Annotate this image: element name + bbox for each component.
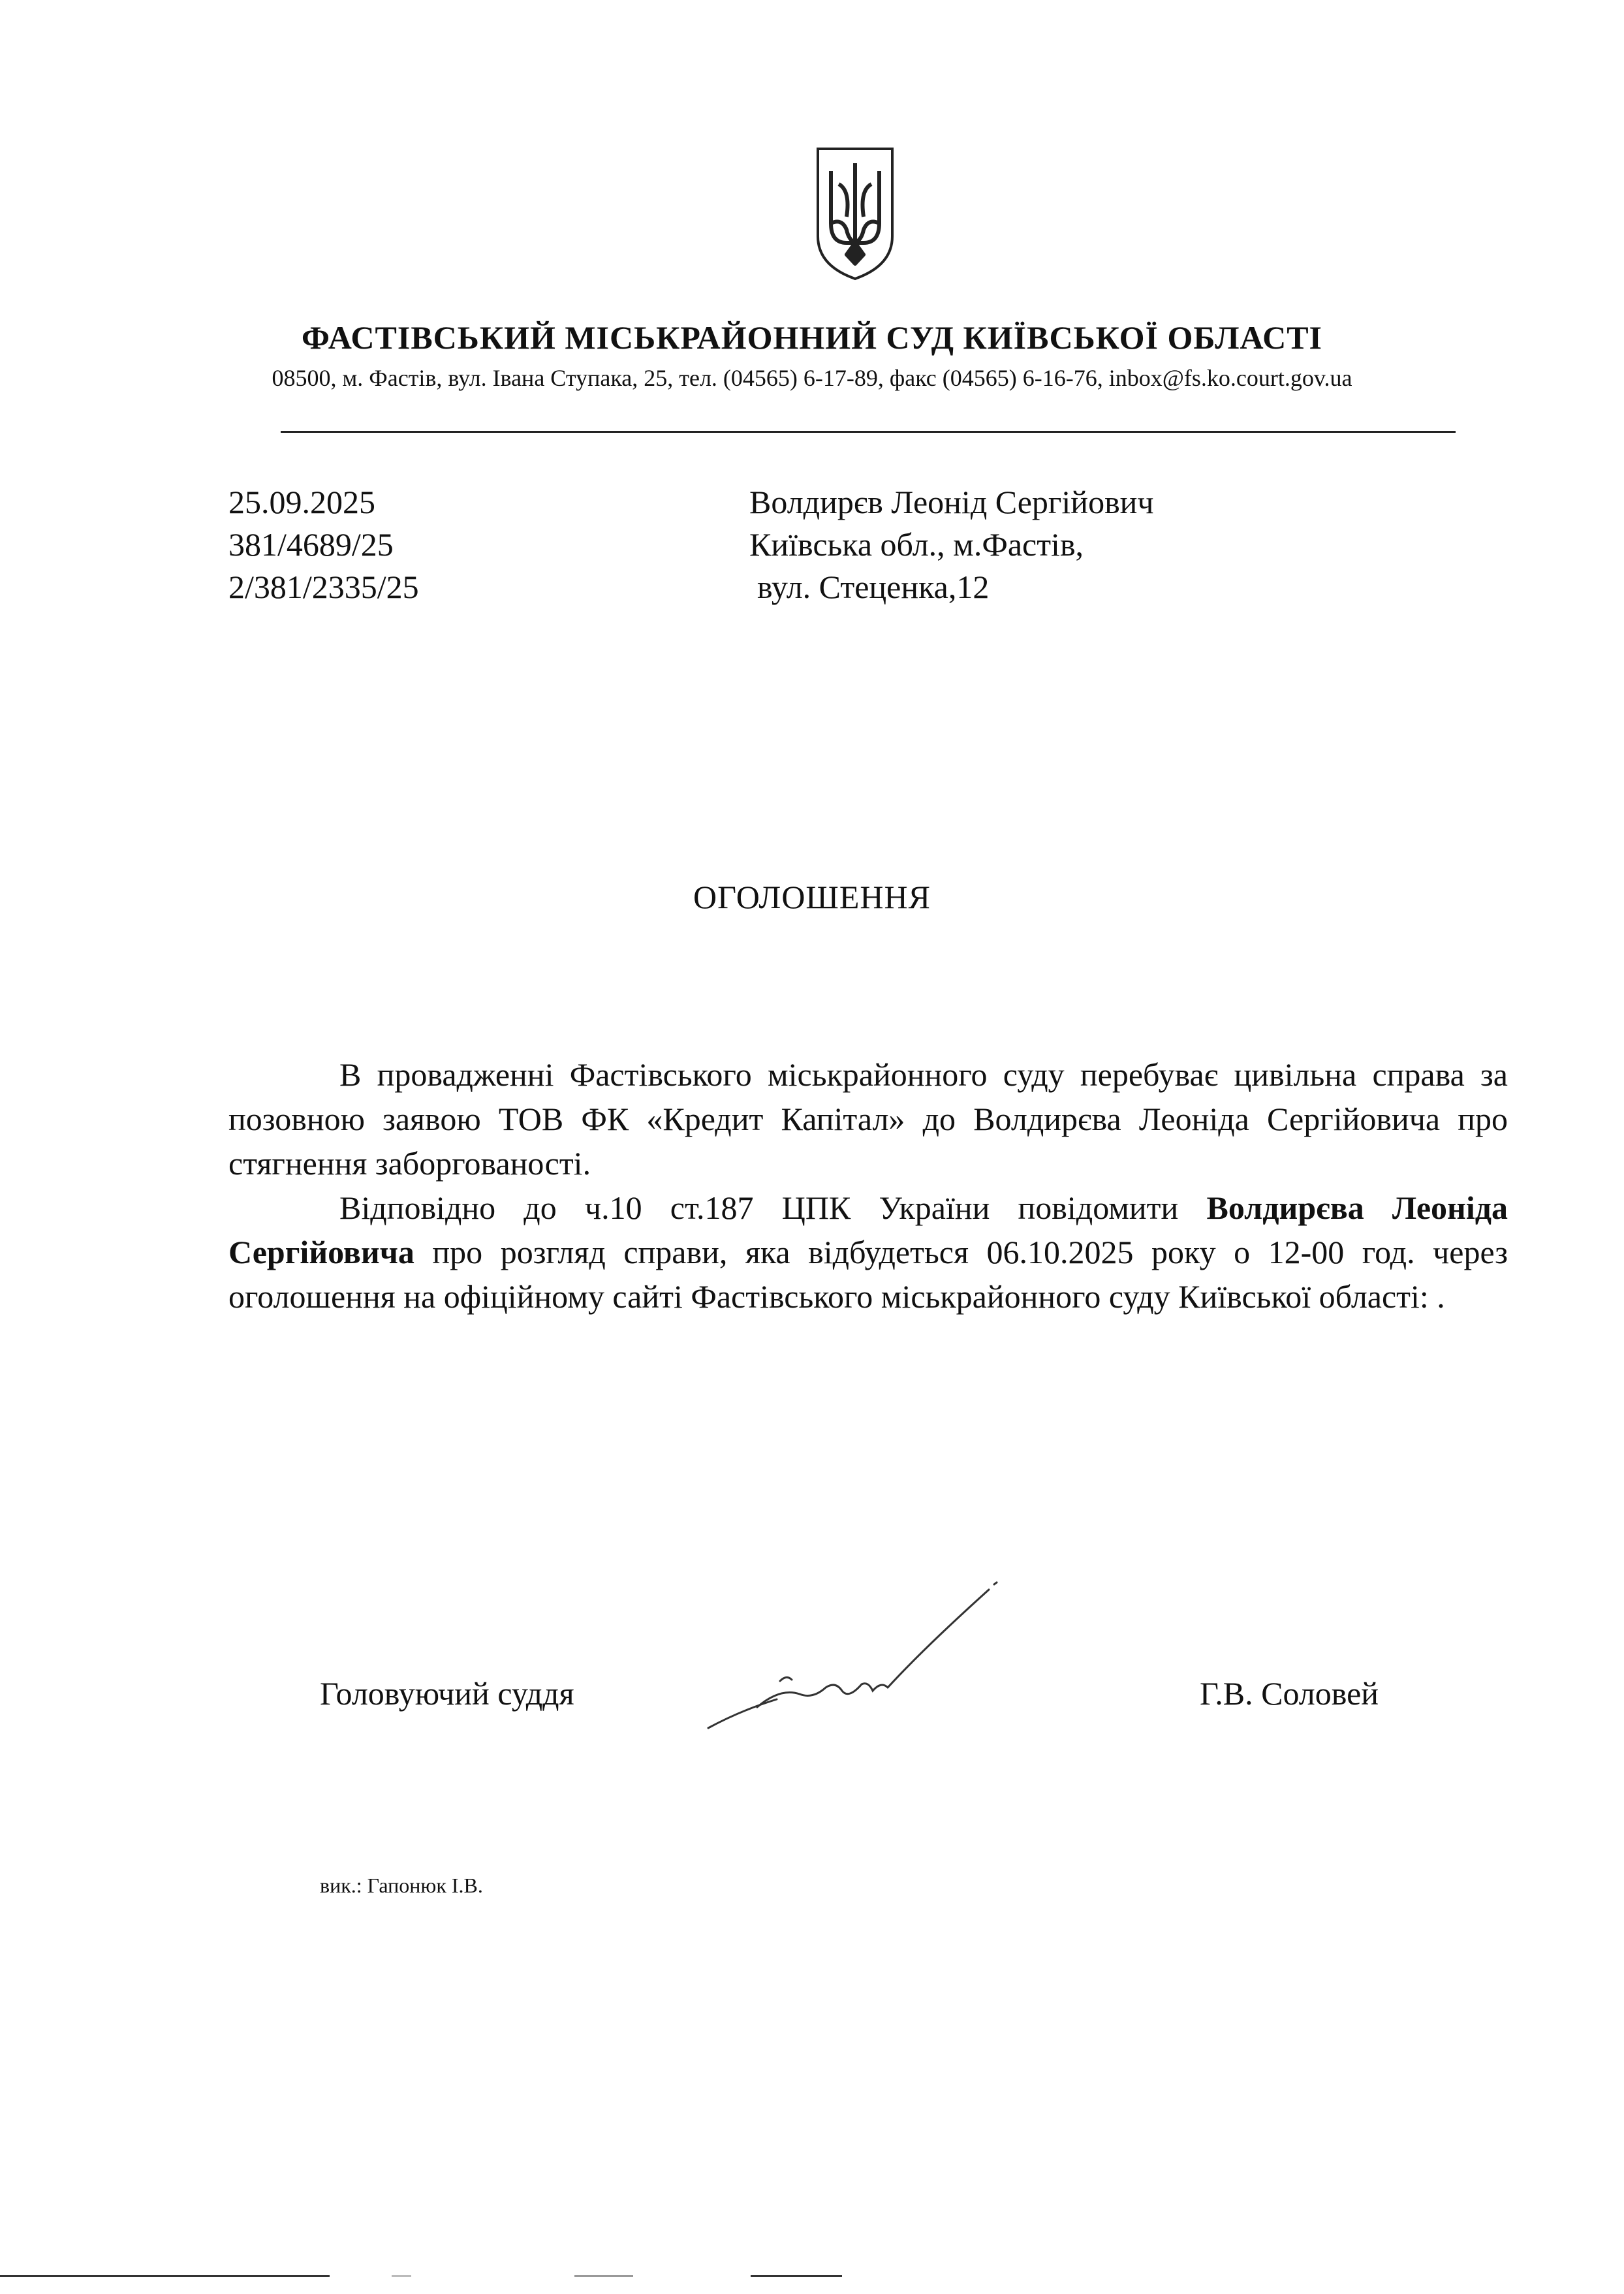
court-address: 08500, м. Фастів, вул. Івана Ступака, 25, тел. (04565) 6-17-89, факс (04565) 6-16-76, inbox@fs.ko.court.gov.ua xyxy=(272,365,1352,391)
signature-label: Головуючий суддя xyxy=(320,1675,574,1712)
executor-note: вик.: Гапонюк І.В. xyxy=(320,1874,483,1897)
footer-divider xyxy=(574,2275,633,2277)
body-paragraph-2-start: Відповідно до ч.10 ст.187 ЦПК України повідомити xyxy=(339,1189,1179,1226)
case-number: 2/381/2335/25 xyxy=(228,569,419,605)
defendant-name-bold: Волдирєва Леоніда Сергійовича xyxy=(228,1189,1508,1270)
footer-divider xyxy=(392,2275,411,2277)
recipient-region: Київська обл., м.Фастів, xyxy=(749,526,1084,563)
footer-divider xyxy=(0,2275,330,2277)
outgoing-number: 381/4689/25 xyxy=(228,526,394,563)
document-date: 25.09.2025 xyxy=(228,484,375,520)
coat-of-arms-icon xyxy=(813,145,898,282)
document-title: ОГОЛОШЕННЯ xyxy=(693,879,931,915)
court-name: ФАСТІВСЬКИЙ МІСЬКРАЙОННИЙ СУД КИЇВСЬКОЇ ОБЛАСТІ xyxy=(301,319,1323,356)
judge-name: Г.В. Соловей xyxy=(1200,1675,1379,1712)
header-divider xyxy=(281,431,1456,433)
footer-divider xyxy=(751,2275,842,2277)
body-paragraph-2-end: про розгляд справи, яка відбудеться 06.10.2025 року о 12-00 год. через оголошення на офіційному сайті Фастівського міськрайонного суду Київської області: . xyxy=(228,1234,1508,1315)
recipient-street: вул. Стеценка,12 xyxy=(757,569,990,605)
handwritten-signature xyxy=(702,1577,1041,1759)
body-paragraph-1: В провадженні Фастівського міськрайонного суду перебуває цивільна справа за позовною заявою ТОВ ФК «Кредит Капітал» до Волдирєва Леоніда Сергійовича про стягнення заборгованості. xyxy=(228,1056,1508,1182)
recipient-name: Волдирєв Леонід Сергійович xyxy=(749,484,1154,520)
announcement-body xyxy=(228,1052,1508,1319)
body-paragraph-2 xyxy=(228,1186,1508,1319)
